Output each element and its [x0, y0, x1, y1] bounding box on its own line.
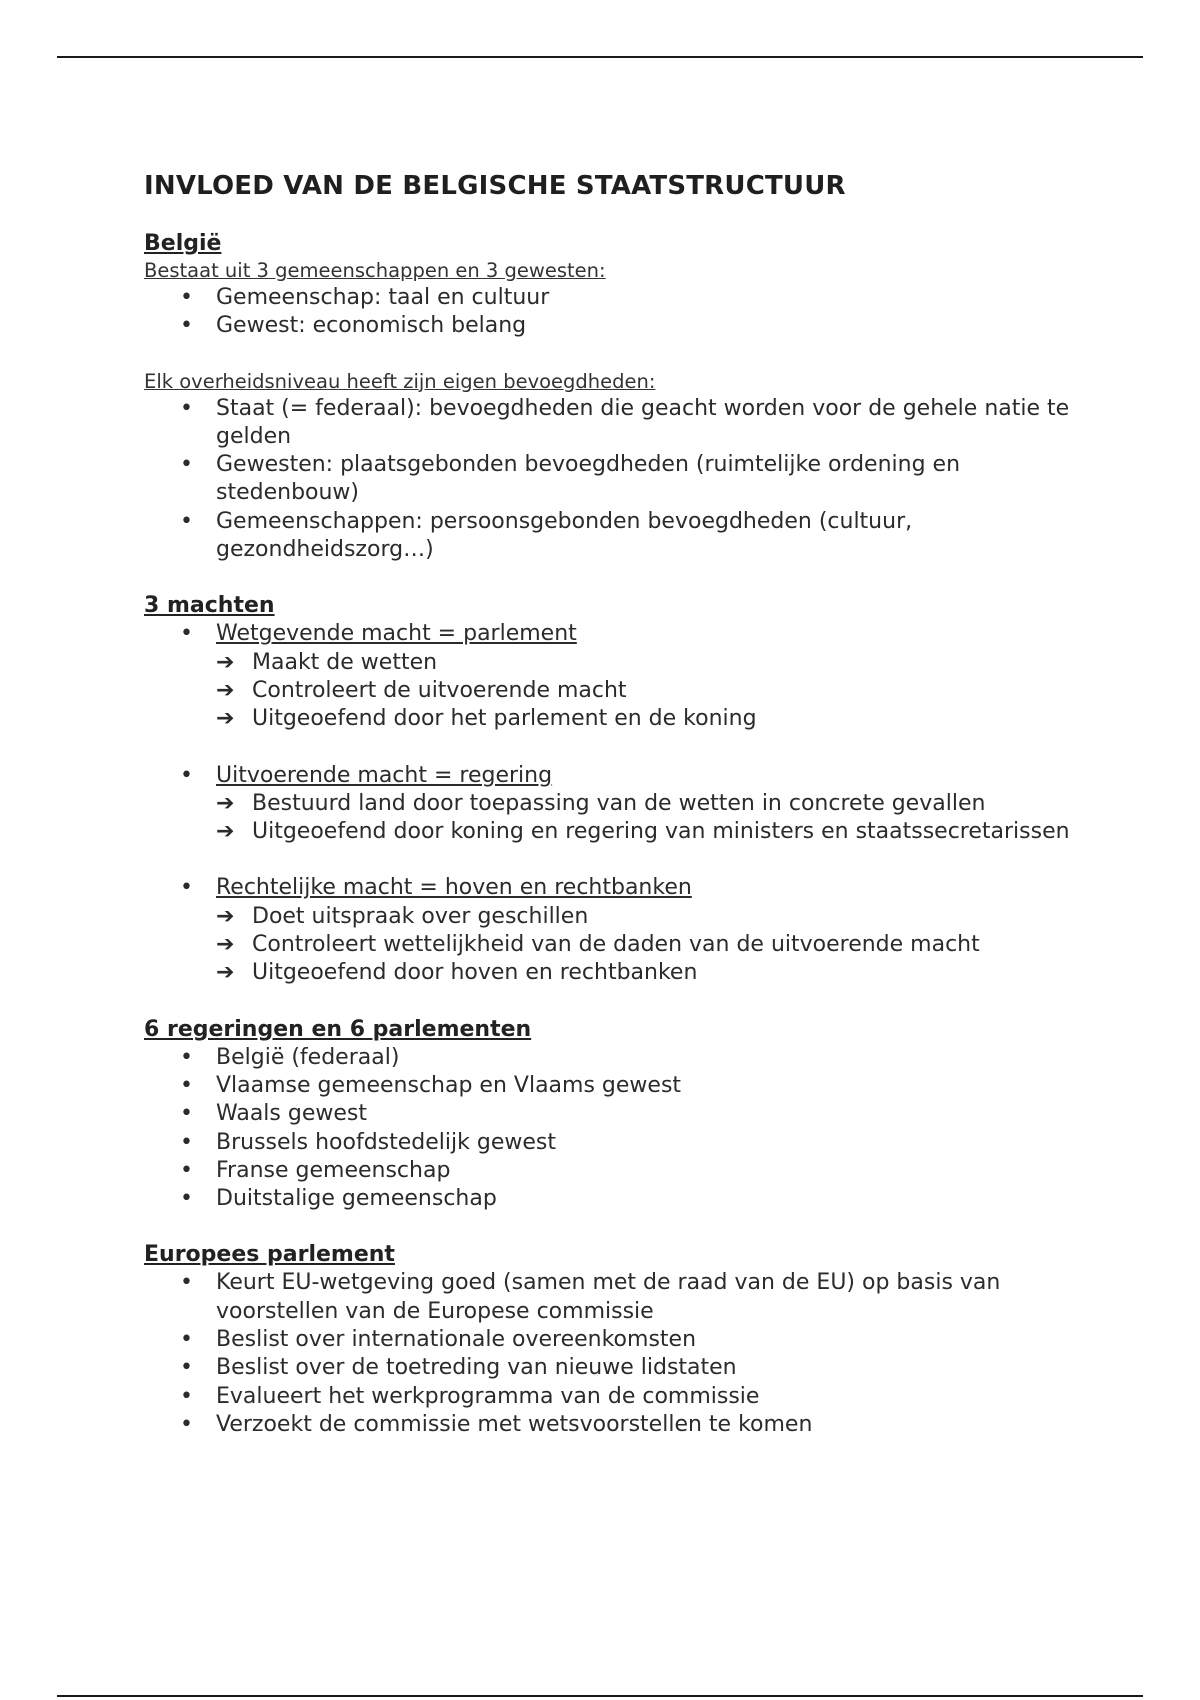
bullet-icon: • — [180, 508, 193, 534]
list-item: • Uitvoerende macht = regering — [144, 762, 1084, 790]
bullet-icon: • — [180, 1072, 193, 1098]
list-item: • Beslist over de toetreding van nieuwe lidstaten — [144, 1354, 1084, 1382]
arrow-item: ➔ Uitgeoefend door hoven en rechtbanken — [216, 959, 1084, 987]
list-item: • Wetgevende macht = parlement — [144, 620, 1084, 648]
europees-list — [144, 1269, 1084, 1439]
section-heading-regeringen: 6 regeringen en 6 parlementen — [144, 1016, 532, 1042]
list-item: • Gewesten: plaatsgebonden bevoegdheden (ruimtelijke ordening en stedenbouw) — [180, 452, 961, 506]
section-heading-belgie: België — [144, 231, 222, 256]
bullet-icon: • — [180, 452, 193, 478]
list-item: • Gemeenschappen: persoonsgebonden bevoegdheden (cultuur, gezondheidszorg…) — [180, 508, 913, 563]
regeringen-list — [144, 1044, 1084, 1214]
arrow-item: ➔ Uitgeoefend door het parlement en de koning — [216, 705, 1084, 733]
arrow-right-icon: ➔ — [216, 677, 235, 703]
document-body — [144, 170, 1084, 1439]
arrow-right-icon: ➔ — [216, 790, 235, 816]
bullet-icon: • — [180, 1383, 193, 1409]
bullet-icon: • — [180, 285, 193, 310]
list-item: • Vlaamse gemeenschap en Vlaams gewest — [144, 1072, 1084, 1100]
list-item: • Franse gemeenschap — [144, 1157, 1084, 1185]
arrow-right-icon: ➔ — [216, 903, 235, 929]
list-item: • Evalueert het werkprogramma van de commissie — [144, 1383, 1084, 1411]
bullet-icon: • — [180, 313, 193, 339]
macht-rechtelijk — [144, 874, 1084, 902]
bullet-icon: • — [180, 395, 193, 421]
arrow-right-icon: ➔ — [216, 932, 235, 958]
arrow-item: ➔ Bestuurd land door toepassing van de wetten in concrete gevallen — [216, 790, 1084, 818]
levels-list — [144, 395, 1084, 565]
arrow-item: ➔ Doet uitspraak over geschillen — [216, 903, 1084, 931]
list-item: • Gemeenschap: taal en cultuur — [144, 284, 1084, 312]
macht-uitvoerend — [144, 762, 1084, 790]
belgie-intro: Bestaat uit 3 gemeenschappen en 3 gewesten: — [144, 259, 606, 282]
arrow-right-icon: ➔ — [216, 649, 235, 675]
list-item: • Duitstalige gemeenschap — [144, 1185, 1084, 1213]
list-item: • Keurt EU-wetgeving goed (samen met de raad van de EU) op basis van voorstellen van de Europese commissie — [180, 1270, 1001, 1324]
list-item: • Waals gewest — [144, 1100, 1084, 1128]
arrow-item: ➔ Uitgeoefend door koning en regering van ministers en staatssecretarissen — [216, 818, 1084, 846]
levels-intro: Elk overheidsniveau heeft zijn eigen bevoegdheden: — [144, 369, 656, 393]
arrow-list — [216, 790, 1084, 847]
list-item: • Staat (= federaal): bevoegdheden die geacht worden voor de gehele natie te gelden — [180, 395, 1070, 449]
bullet-icon: • — [180, 1411, 193, 1437]
list-item: • Beslist over internationale overeenkomsten — [144, 1326, 1084, 1354]
page-title: INVLOED VAN DE BELGISCHE STAATSTRUCTUUR — [144, 171, 846, 201]
arrow-list — [216, 903, 1084, 988]
list-item: • Gewest: economisch belang — [144, 312, 1084, 340]
arrow-right-icon: ➔ — [216, 819, 235, 845]
bullet-icon: • — [180, 1186, 193, 1212]
arrow-item: ➔ Controleert wettelijkheid van de daden van de uitvoerende macht — [216, 931, 1084, 959]
bullet-icon: • — [180, 875, 193, 901]
list-item: • Verzoekt de commissie met wetsvoorstellen te komen — [144, 1411, 1084, 1439]
bullet-icon: • — [180, 1101, 193, 1127]
footer-rule — [57, 1695, 1143, 1697]
belgie-list — [144, 284, 1084, 341]
bullet-icon: • — [180, 1129, 193, 1155]
section-heading-europees: Europees parlement — [144, 1242, 395, 1268]
arrow-list — [216, 649, 1084, 734]
macht-wetgevend — [144, 620, 1084, 648]
bullet-icon: • — [180, 1157, 193, 1183]
arrow-right-icon: ➔ — [216, 706, 235, 732]
bullet-icon: • — [180, 1355, 193, 1381]
bullet-icon: • — [180, 621, 193, 647]
bullet-icon: • — [180, 762, 193, 788]
header-rule — [57, 56, 1143, 58]
arrow-item: ➔ Controleert de uitvoerende macht — [216, 677, 1084, 705]
arrow-item: ➔ Maakt de wetten — [216, 649, 1084, 677]
section-heading-machten: 3 machten — [144, 593, 275, 619]
list-item: • Rechtelijke macht = hoven en rechtbanken — [144, 874, 1084, 902]
bullet-icon: • — [180, 1327, 193, 1353]
list-item: • België (federaal) — [144, 1044, 1084, 1072]
arrow-right-icon: ➔ — [216, 960, 235, 986]
bullet-icon: • — [180, 1044, 193, 1070]
bullet-icon: • — [180, 1270, 193, 1296]
list-item: • Brussels hoofdstedelijk gewest — [144, 1129, 1084, 1157]
